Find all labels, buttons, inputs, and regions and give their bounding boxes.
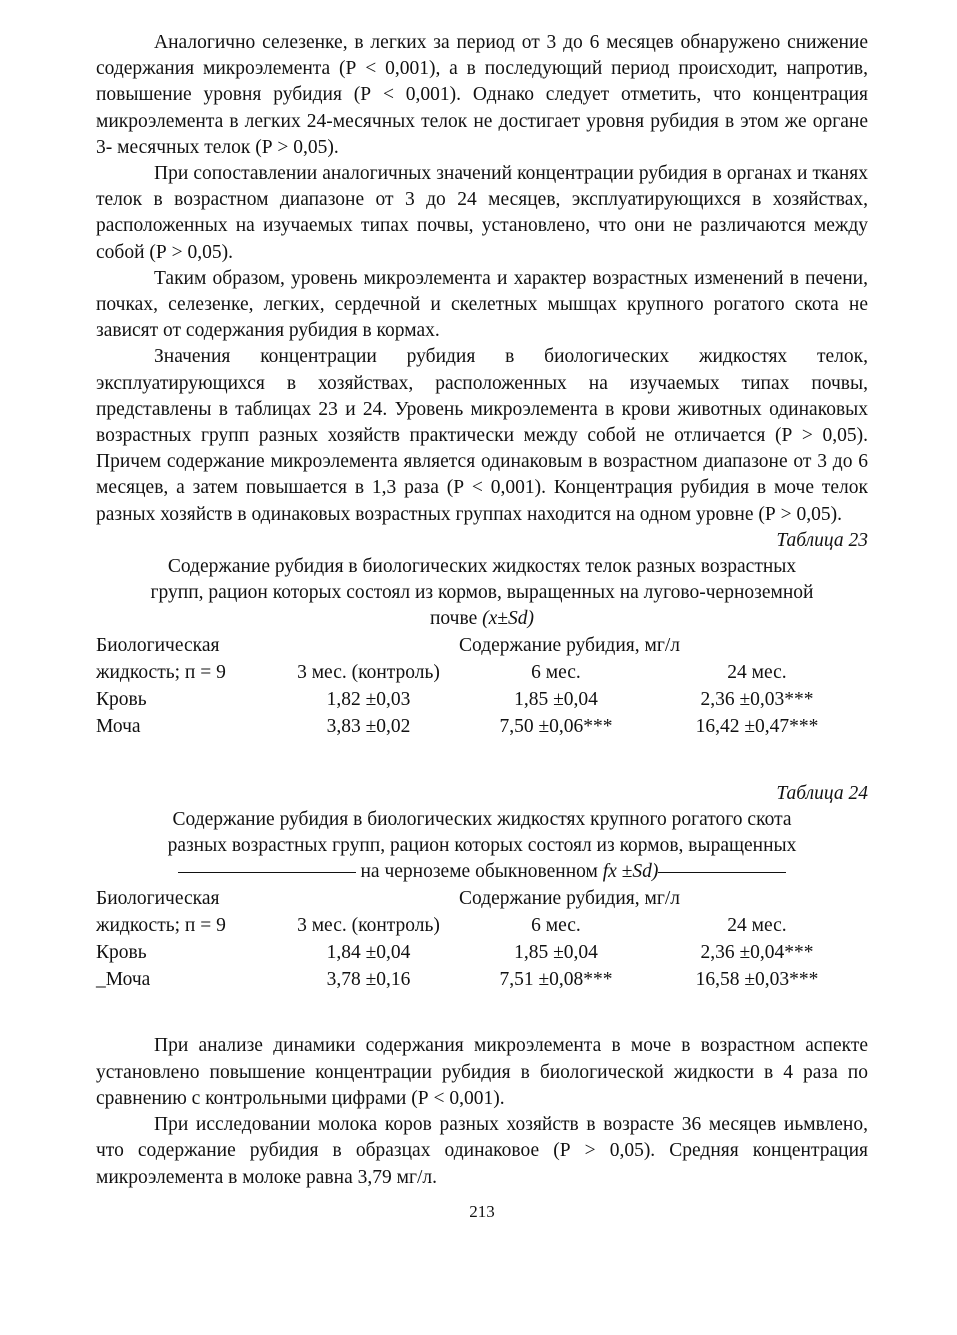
table-23-label: Таблица 23 — [776, 529, 868, 551]
paragraph-5: При анализе динамики содержания микроэлемента в моче в возрастном аспекте установлено повышение концентрации рубидия в биологической жидкости в 4 раза по сравнению с контрольными цифрами (Р < 0,001). — [96, 1035, 868, 1109]
table-23-header-col1-line2: жидкость; п = 9 — [96, 662, 226, 684]
table-23-header-col: 24 мес. — [727, 662, 787, 684]
table-24-row-name: Кровь — [96, 941, 147, 963]
table-24-row-name: _Моча — [96, 968, 151, 990]
table-23-caption-line2: групп, рацион которых состоял из кормов, выращенных на лугово-черноземной — [150, 582, 814, 604]
table-24-header-col: 6 мес. — [531, 914, 581, 936]
table-24-header-group: Содержание рубидия, мг/л — [459, 887, 680, 909]
table-24-caption-line2: разных возрастных групп, рацион которых состоял из кормов, выращенных — [167, 835, 797, 857]
table-23-cell: 2,36 ±0,03*** — [700, 689, 814, 711]
table-row — [96, 939, 868, 966]
spacer — [96, 767, 868, 781]
table-row — [96, 687, 868, 714]
table-24-header-col: 3 мес. (контроль) — [297, 914, 440, 936]
spacer — [96, 741, 868, 767]
table-23-header-col: 3 мес. (контроль) — [297, 662, 440, 684]
table-23-row-name: Кровь — [96, 689, 147, 711]
caption-underline-left — [178, 872, 356, 873]
table-row — [96, 966, 868, 993]
table-23-header-col1-line1: Биологическая — [96, 635, 220, 657]
table-24-cell: 7,51 ±0,08*** — [499, 968, 613, 990]
table-23-row-name: Моча — [96, 716, 141, 738]
table-24-caption-text: на черноземе обыкновенном — [360, 861, 603, 883]
table-23-caption-text: почве — [430, 608, 483, 630]
paragraph-2: При сопоставлении аналогичных значений концентрации рубидия в органах и тканях телок в возрастном диапазоне от 3 до 24 месяцев, эксплуатирующихся в хозяйствах, расположенных на изучаемых типах почвы, установлено, что они не различаются между собой (Р > 0,05). — [96, 163, 868, 263]
table-24-header-col1-line1: Биологическая — [96, 887, 220, 909]
paragraph-6: При исследовании молока коров разных хозяйств в возрасте 36 месяцев иьмвлено, что содержание рубидия в образцах одинаковое (Р > 0,05). Средняя концентрация микроэлемента в молоке равна 3,79 мг/л. — [96, 1114, 868, 1188]
table-23-cell: 1,85 ±0,04 — [514, 689, 598, 711]
paragraph-3: Таким образом, уровень микроэлемента и характер возрастных изменений в печени, почках, селезенке, легких, сердечной и скелетных мышцах крупного рогатого скота не зависят от содержания рубидия в кормах. — [96, 267, 868, 342]
table-23-cell: 1,82 ±0,03 — [326, 689, 411, 711]
table-23-caption-line1: Содержание рубидия в биологических жидкостях телок разных возрастных — [167, 556, 797, 578]
table-24-cell: 2,36 ±0,04*** — [700, 941, 814, 963]
table-23-cell: 16,42 ±0,47*** — [695, 716, 819, 738]
table-24-caption-line1: Содержание рубидия в биологических жидкостях крупного рогатого скота — [172, 808, 792, 830]
spacer — [96, 1019, 868, 1033]
table-24-caption-line3 — [96, 859, 868, 885]
table-24-caption-formula: fx ±Sd) — [602, 861, 659, 883]
paragraph-4: Значения концентрации рубидия в биологических жидкостях телок, эксплуатирующихся в хозяйствах, расположенных на изучаемых типах почвы, представлены в таблицах 23 и 24. Уровень микроэлемента в крови животных одинаковых возрастных групп разных хозяйств практически между собой не отличается (Р > 0,05). Причем содержание микроэлемента является одинаковым в возрастном диапазоне от 3 до 6 месяцев, а затем повышается в 1,3 раза (Р < 0,001). Концентрация рубидия в моче телок разных хозяйств в одинаковых возрастных группах находится на одном уровне (Р > 0,05). — [96, 346, 868, 525]
caption-underline-right — [658, 872, 786, 873]
table-23-header-group: Содержание рубидия, мг/л — [459, 635, 680, 657]
table-23-caption-formula: (x±Sd) — [482, 608, 534, 630]
table-24-cell: 16,58 ±0,03*** — [695, 968, 819, 990]
spacer — [96, 993, 868, 1019]
table-24-header-col: 24 мес. — [727, 914, 787, 936]
table-24-cell: 1,85 ±0,04 — [514, 941, 598, 963]
document-page — [96, 30, 868, 1225]
table-23-cell: 7,50 ±0,06*** — [499, 716, 613, 738]
table-24-cell: 3,78 ±0,16 — [326, 968, 411, 990]
table-24-label: Таблица 24 — [776, 782, 868, 804]
table-23-header-col: 6 мес. — [531, 662, 581, 684]
table-24-header-col1-line2: жидкость; п = 9 — [96, 914, 226, 936]
table-23-cell: 3,83 ±0,02 — [326, 716, 411, 738]
table-24-cell: 1,84 ±0,04 — [326, 941, 411, 963]
table-23-caption-line3 — [96, 606, 868, 632]
paragraph-1: Аналогично селезенке, в легких за период от 3 до 6 месяцев обнаружено снижение содержания микроэлемента (Р < 0,001), а в последующий период происходит, напротив, повышение уровня рубидия (Р < 0,001). Однако следует отметить, что концентрация микроэлемента в легких 24-месячных телок не достигает уровня рубидия в этом же органе 3- месячных телок (Р > 0,05). — [96, 32, 868, 158]
table-row — [96, 714, 868, 741]
table-23 — [96, 633, 868, 741]
table-24 — [96, 885, 868, 993]
page-number: 213 — [469, 1201, 495, 1221]
